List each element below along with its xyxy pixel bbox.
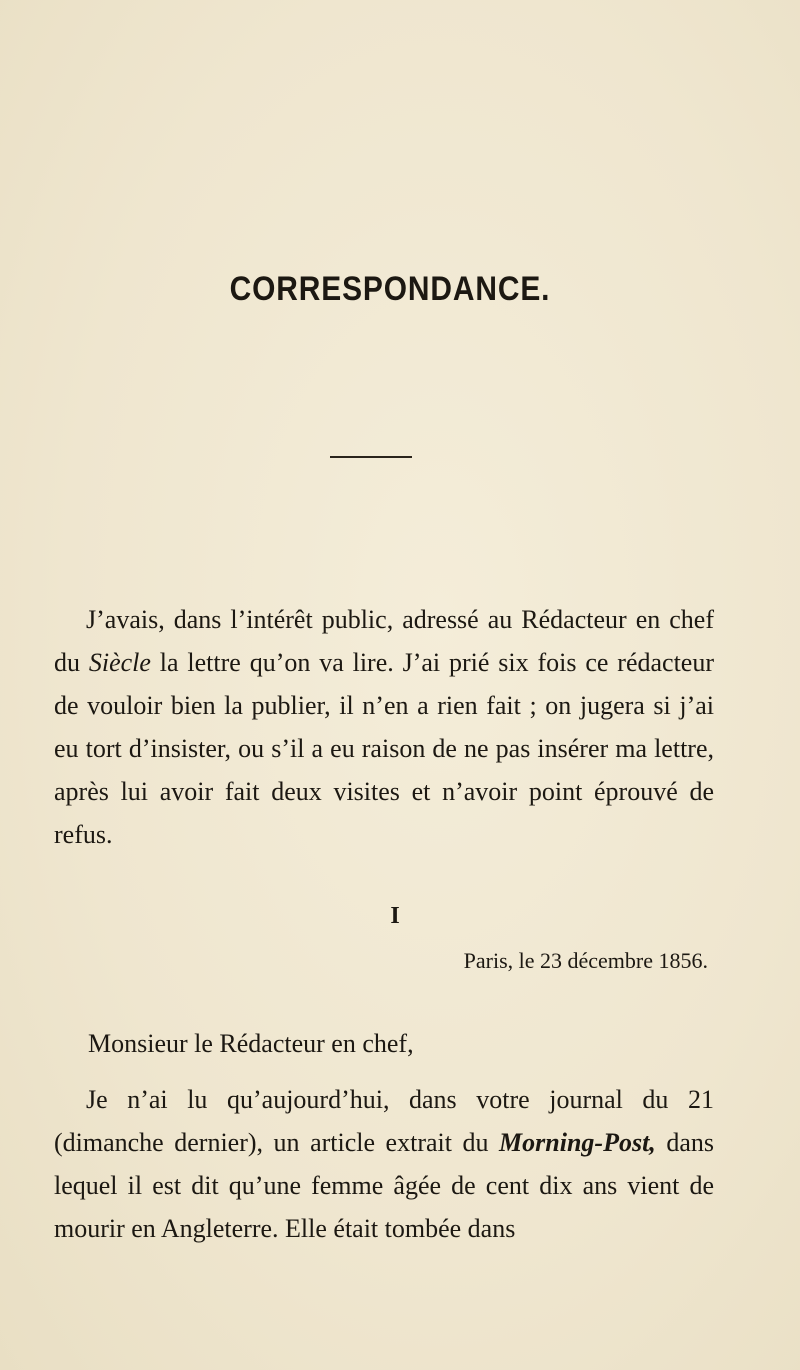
letter-text-end: dans lequel il est dit qu’une femme âgée de cent dix ans vient de mourir en Angleterre. Elle était tombée dans — [54, 1128, 714, 1243]
letter-salutation: Monsieur le Rédacteur en chef, — [88, 1029, 414, 1058]
newspaper-name: Siècle — [88, 648, 151, 677]
intro-paragraph — [54, 598, 714, 856]
intro-text-end: la lettre qu’on va lire. J’ai prié six fois ce rédacteur de vouloir bien la publier, il n’en a rien fait ; on jugera si j’ai eu tort d’insister, ou s’il a eu raison de ne pas insérer ma lettre, après lui avoir fait deux visites et n’avoir point éprouvé de refus. — [54, 648, 714, 849]
letter-text-start: Je n’ai lu qu’aujourd’hui, dans votre journal du 21 (dimanche dernier), un article extrait du — [54, 1085, 714, 1157]
intro-text-start: J’avais, dans l’intérêt public, adressé au Rédacteur en chef du — [54, 605, 714, 677]
title-rule — [330, 456, 412, 458]
letter-paragraph — [54, 1078, 714, 1250]
letter-dateline: Paris, le 23 décembre 1856. — [463, 948, 708, 973]
page-title: CORRESPONDANCE. — [229, 270, 551, 308]
section-numeral: I — [390, 903, 400, 929]
journal-name: Morning-Post, — [499, 1128, 656, 1157]
